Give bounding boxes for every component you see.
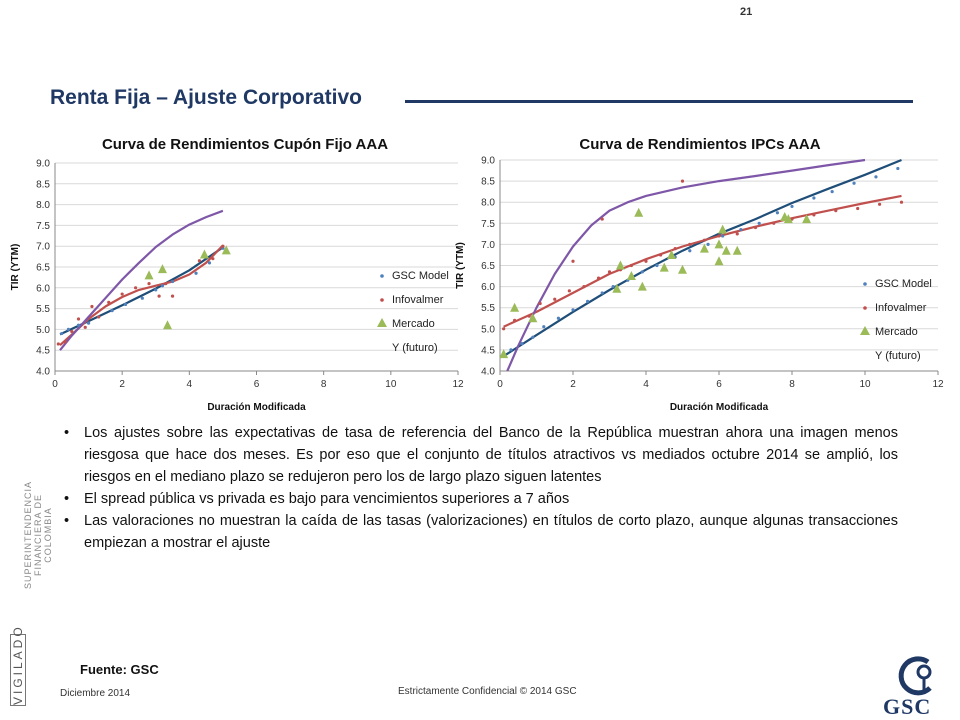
data-point	[553, 298, 556, 301]
y-tick-label: 5.0	[481, 324, 495, 336]
x-tick-label: 10	[385, 379, 397, 390]
data-point	[758, 222, 761, 225]
y-tick-label: 9.0	[36, 158, 50, 170]
data-point	[790, 205, 793, 208]
y-tick-label: 4.0	[481, 366, 495, 378]
data-point	[509, 348, 512, 351]
legend-label: Y (futuro)	[392, 342, 438, 354]
x-tick-label: 6	[716, 379, 722, 390]
bullet-item: • Los ajustes sobre las expectativas de tasa de referencia del Banco de la República muestran ahora una imagen menos riesgosa que hace dos meses. Es por eso que el conjunto de títulos atractivos vs mediados octubre 2014 se amplió, los riesgos en el mediano plazo se redujeron pero los de largo plazo siguen latentes	[62, 422, 898, 488]
data-point	[542, 325, 545, 328]
y-tick-label: 6.5	[36, 262, 50, 274]
data-point	[586, 300, 589, 303]
mercado-point	[660, 263, 669, 272]
vigilado-label: VIGILADO	[11, 624, 25, 705]
y-tick-label: 8.5	[481, 176, 495, 188]
data-point	[568, 289, 571, 292]
y-tick-label: 8.0	[481, 197, 495, 209]
data-point	[834, 209, 837, 212]
data-point	[703, 239, 706, 242]
data-point	[597, 277, 600, 280]
data-point	[571, 308, 574, 311]
data-point	[736, 232, 739, 235]
mercado-point	[722, 246, 731, 255]
mercado-point	[634, 208, 643, 217]
data-point	[502, 327, 505, 330]
page-number: 21	[740, 6, 753, 18]
data-point	[531, 336, 534, 339]
x-axis-label: Duración Modificada	[669, 402, 769, 413]
y-tick-label: 5.5	[36, 304, 50, 316]
x-tick-label: 0	[497, 379, 503, 390]
x-tick-label: 4	[186, 379, 193, 390]
data-point	[688, 249, 691, 252]
data-point	[582, 285, 585, 288]
footer-confidential: Estrictamente Confidencial © 2014 GSC	[398, 686, 577, 697]
chart-title-cupon-fijo: Curva de Rendimientos Cupón Fijo AAA	[101, 136, 389, 153]
bullet-item: • El spread pública vs privada es bajo para vencimientos superiores a 7 años	[62, 488, 898, 510]
x-tick-label: 8	[320, 379, 327, 390]
x-axis-label: Duración Modificada	[207, 402, 306, 413]
y-tick-label: 7.0	[36, 241, 50, 253]
y-tick-label: 7.0	[481, 239, 495, 251]
y-tick-label: 9.0	[481, 155, 495, 167]
x-tick-label: 4	[643, 379, 649, 390]
data-point	[608, 270, 611, 273]
data-point	[520, 342, 523, 345]
data-point	[856, 207, 859, 210]
data-point	[655, 264, 658, 267]
mercado-point	[718, 225, 727, 234]
x-tick-label: 2	[570, 379, 576, 390]
y-axis-label: TIR (YTM)	[455, 242, 466, 289]
x-tick-label: 2	[119, 379, 125, 390]
legend-label: Infovalmer	[392, 294, 444, 306]
mercado-point	[715, 256, 724, 265]
superintendencia-label: SUPERINTENDENCIA FINANCIERA DE COLOMBIA	[23, 481, 53, 590]
data-point	[513, 319, 516, 322]
footer-date: Diciembre 2014	[60, 688, 131, 699]
data-point	[706, 243, 709, 246]
y-tick-label: 4.0	[36, 366, 50, 378]
mercado-point	[733, 246, 742, 255]
legend-label: GSC Model	[392, 270, 449, 282]
legend-marker	[863, 282, 867, 286]
y-tick-label: 5.0	[36, 324, 50, 336]
data-point	[557, 317, 560, 320]
mercado-point	[678, 265, 687, 274]
data-point	[900, 201, 903, 204]
data-point	[812, 213, 815, 216]
data-point	[571, 260, 574, 263]
data-point	[601, 291, 604, 294]
data-point	[659, 253, 662, 256]
data-point	[630, 264, 633, 267]
legend-label: Mercado	[875, 326, 918, 338]
data-point	[539, 302, 542, 305]
y-axis-label: TIR (YTM)	[10, 243, 21, 291]
data-point	[528, 315, 531, 318]
data-point	[772, 222, 775, 225]
y-tick-label: 8.5	[36, 179, 50, 191]
legend-marker	[863, 306, 867, 310]
y-tick-label: 6.5	[481, 261, 495, 272]
data-point	[874, 175, 877, 178]
data-point	[641, 270, 644, 273]
data-point	[812, 196, 815, 199]
x-tick-label: 12	[932, 379, 944, 390]
logo-text: GSC	[883, 694, 932, 719]
series-line-gsc-model	[504, 160, 902, 356]
data-point	[754, 226, 757, 229]
data-point	[878, 203, 881, 206]
legend-marker	[860, 326, 870, 335]
page-title: Renta Fija – Ajuste Corporativo	[50, 86, 362, 109]
x-tick-label: 6	[253, 379, 260, 390]
data-point	[681, 180, 684, 183]
chart-title-ipcs: Curva de Rendimientos IPCs AAA	[579, 136, 821, 153]
data-point	[688, 243, 691, 246]
data-point	[644, 260, 647, 263]
data-point	[831, 190, 834, 193]
y-tick-label: 4.5	[481, 345, 495, 357]
y-tick-label: 5.5	[481, 303, 495, 315]
x-tick-label: 10	[859, 379, 871, 390]
y-tick-label: 6.0	[36, 283, 50, 295]
data-point	[852, 182, 855, 185]
y-tick-label: 6.0	[481, 282, 495, 294]
data-point	[721, 234, 724, 237]
source-note: Fuente: GSC	[80, 662, 159, 677]
bullet-list	[62, 422, 898, 554]
y-tick-label: 7.5	[36, 220, 50, 232]
legend-label: Mercado	[392, 318, 435, 330]
data-point	[717, 234, 720, 237]
x-tick-label: 8	[789, 379, 795, 390]
y-tick-label: 8.0	[36, 200, 50, 212]
x-tick-label: 0	[52, 379, 58, 390]
data-point	[896, 167, 899, 170]
data-point	[601, 217, 604, 220]
x-tick-label: 12	[452, 379, 464, 390]
bullet-item: • Las valoraciones no muestran la caída de las tasas (valorizaciones) en títulos de corto plazo, aunque algunas transacciones empiezan a mostrar el ajuste	[62, 510, 898, 554]
data-point	[674, 247, 677, 250]
data-point	[776, 211, 779, 214]
data-point	[739, 228, 742, 231]
legend-label: Infovalmer	[875, 302, 927, 314]
legend-label: Y (futuro)	[875, 350, 921, 362]
data-point	[612, 285, 615, 288]
y-tick-label: 7.5	[481, 218, 495, 230]
legend-label: GSC Model	[875, 278, 932, 290]
y-tick-label: 4.5	[36, 345, 50, 357]
